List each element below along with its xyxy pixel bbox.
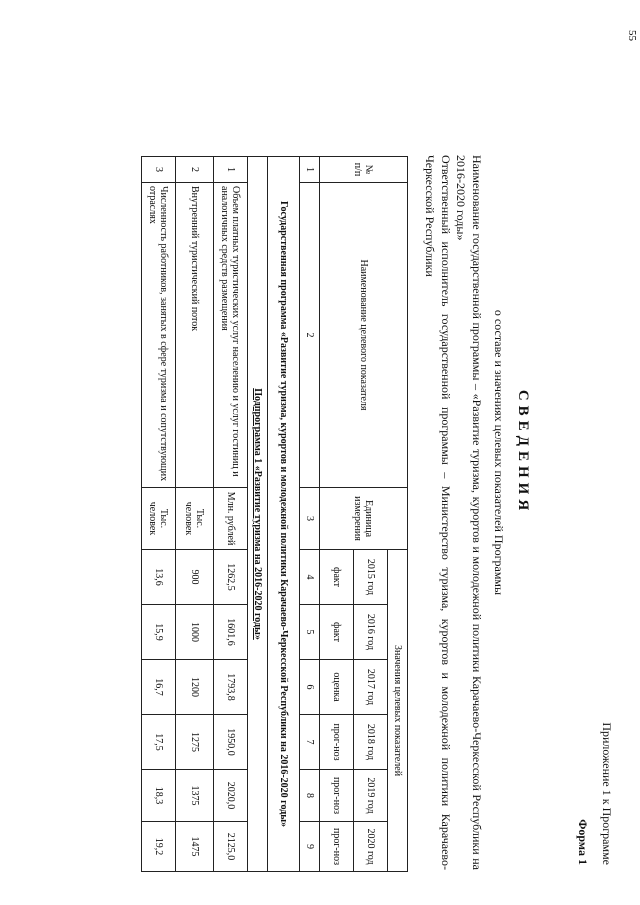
row-value: 1262,5 xyxy=(214,550,248,605)
col-number: 3 xyxy=(300,488,320,550)
header-year: 2015 год xyxy=(354,550,388,605)
col-number: 7 xyxy=(300,715,320,770)
intro-block xyxy=(422,155,484,870)
table-row xyxy=(142,157,176,872)
row-value: 2125,0 xyxy=(214,822,248,872)
row-num: 2 xyxy=(176,157,214,183)
row-value: 900 xyxy=(176,550,214,605)
col-number: 9 xyxy=(300,822,320,872)
header-year: 2020 год xyxy=(354,822,388,872)
program-title: Государственная программа «Развитие туризма, курортов и молодежной политики Карачаево-Черкесской Республики на 2016-2020 годы» xyxy=(268,157,300,872)
header-name: Наименование целевого показателя xyxy=(320,183,408,488)
col-number: 4 xyxy=(300,550,320,605)
row-value: 1793,8 xyxy=(214,660,248,715)
program-title-row xyxy=(268,157,300,872)
subprogram-title: Подпрограмма 1 «Развитие туризма на 2016-2020 годы» xyxy=(248,157,268,872)
row-value: 17,5 xyxy=(142,715,176,770)
header-row-1 xyxy=(388,157,408,872)
responsible-executor-line: Ответственный исполнитель государственной программы – Министерство туризма, курортов и молодежной политики Карачаево-Черкесской Республики xyxy=(423,155,453,870)
col-number: 2 xyxy=(300,183,320,488)
subprogram-title-row xyxy=(248,157,268,872)
appendix-label: Приложение 1 к Программе xyxy=(600,722,614,865)
header-status: оценка xyxy=(320,660,354,715)
col-number: 1 xyxy=(300,157,320,183)
row-unit: Тыс. человек xyxy=(176,488,214,550)
header-status: факт xyxy=(320,605,354,660)
row-name: Внутренний туристический поток xyxy=(176,183,214,488)
col-number: 6 xyxy=(300,660,320,715)
row-value: 1275 xyxy=(176,715,214,770)
header-year: 2018 год xyxy=(354,715,388,770)
program-name-line: Наименование государственной программы – «Развитие туризма, курортов и молодежной политики Карачаево-Черкесской Республики на 2016-2020 годы» xyxy=(454,155,484,870)
header-year: 2016 год xyxy=(354,605,388,660)
document-subtitle: о составе и значениях целевых показателей Программы xyxy=(492,309,506,596)
header-status: прог-ноз xyxy=(320,822,354,872)
page-number: 55 xyxy=(626,30,638,41)
header-status: факт xyxy=(320,550,354,605)
table-row xyxy=(214,157,248,872)
row-name: Численность работников, занятых в сфере туризма и сопутствующих отраслях xyxy=(142,183,176,488)
indicators-table xyxy=(141,156,408,872)
row-value: 1375 xyxy=(176,770,214,822)
row-value: 18,3 xyxy=(142,770,176,822)
row-value: 19,2 xyxy=(142,822,176,872)
row-value: 1601,6 xyxy=(214,605,248,660)
row-value: 1200 xyxy=(176,660,214,715)
document-title: СВЕДЕНИЯ xyxy=(515,389,531,516)
row-value: 1950,0 xyxy=(214,715,248,770)
row-unit: Тыс. человек xyxy=(142,488,176,550)
header-unit: Единица измерения xyxy=(320,488,408,550)
header-year: 2017 год xyxy=(354,660,388,715)
row-value: 1475 xyxy=(176,822,214,872)
form-label: Форма 1 xyxy=(576,819,590,865)
header-status: прог-ноз xyxy=(320,770,354,822)
row-num: 1 xyxy=(214,157,248,183)
row-unit: Млн. рублей xyxy=(214,488,248,550)
row-value: 1000 xyxy=(176,605,214,660)
header-year: 2019 год xyxy=(354,770,388,822)
header-status: прог-ноз xyxy=(320,715,354,770)
row-name: Объем платных туристических услуг населению и услуг гостиниц и аналогичных средств размещения xyxy=(214,183,248,488)
header-num: № п/п xyxy=(320,157,408,183)
row-num: 3 xyxy=(142,157,176,183)
col-number: 8 xyxy=(300,770,320,822)
column-number-row xyxy=(300,157,320,872)
row-value: 2020,0 xyxy=(214,770,248,822)
row-value: 15,9 xyxy=(142,605,176,660)
header-values-group: Значения целевых показателей xyxy=(388,550,408,872)
row-value: 13,6 xyxy=(142,550,176,605)
row-value: 16,7 xyxy=(142,660,176,715)
table-row xyxy=(176,157,214,872)
col-number: 5 xyxy=(300,605,320,660)
